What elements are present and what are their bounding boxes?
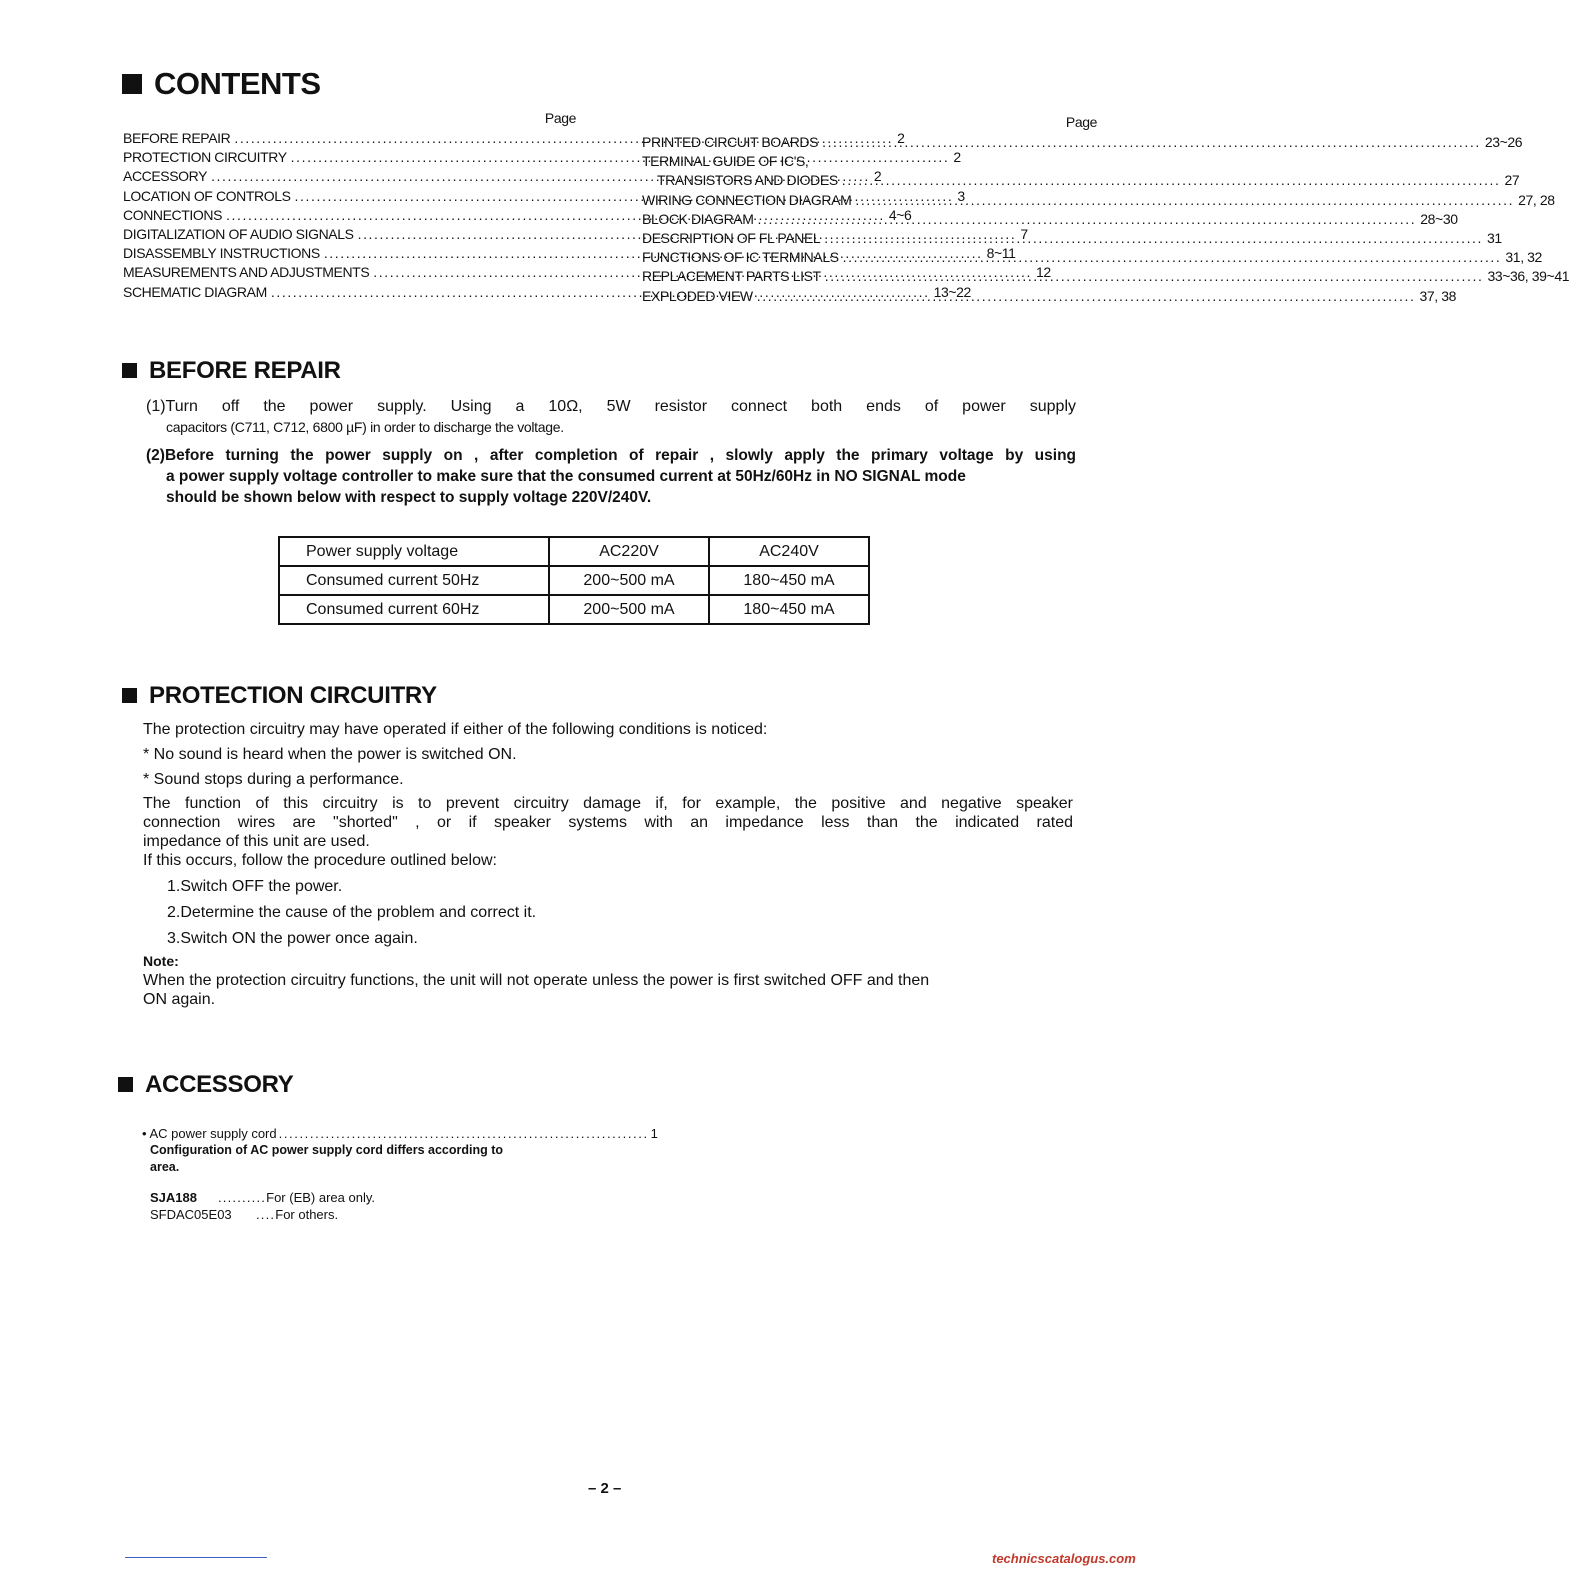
table-cell: 180~450 mA — [709, 566, 869, 595]
toc-entry-label: TRANSISTORS AND DIODES — [657, 172, 838, 189]
toc-entry-page: 37, 38 — [1419, 287, 1457, 304]
accessory-config-1: Configuration of AC power supply cord differs according to — [150, 1143, 504, 1157]
protection-bullet-2: * Sound stops during a performance. — [143, 771, 404, 788]
table-cell: Consumed current 60Hz — [279, 595, 549, 624]
leader-dots: .......... — [218, 1190, 267, 1205]
toc-entry-label: MEASUREMENTS AND ADJUSTMENTS — [123, 264, 370, 281]
protection-function-1: The function of this circuitry is to prevent circuitry damage if, for example, the positive and negative speaker — [143, 795, 1073, 812]
toc-entry-label: DESCRIPTION OF FL PANEL — [642, 229, 821, 246]
toc-entry-label: ACCESSORY — [123, 168, 208, 185]
toc-entry-page: 28~30 — [1420, 210, 1458, 227]
protection-note-label: Note: — [143, 953, 179, 969]
toc-entry-label: PRINTED CIRCUIT BOARDS — [642, 134, 819, 150]
accessory-item — [142, 1125, 658, 1142]
toc-entry-label: REPLACEMENT PARTS LIST — [642, 268, 821, 285]
toc-page-header: Page — [544, 110, 576, 126]
leader-dots — [757, 288, 1416, 304]
leader-dots: ....................................................................... — [278, 1126, 649, 1141]
toc-entry-page: 2 — [873, 168, 882, 185]
toc-entry-label: LOCATION OF CONTROLS — [123, 187, 291, 204]
protection-note-1: When the protection circuitry functions, the unit will not operate unless the power is first switched OFF and then — [143, 972, 930, 989]
table-header-row — [279, 537, 869, 566]
part-desc: For others. — [275, 1207, 339, 1222]
leader-dots — [824, 230, 1483, 246]
table-row — [279, 595, 869, 624]
toc-entry-label: BLOCK DIAGRAM — [642, 210, 754, 227]
square-bullet-icon — [122, 74, 142, 94]
toc-entry-page: 2 — [897, 130, 905, 146]
power-consumption-table — [278, 536, 870, 625]
item-2-line-3: should be shown below with respect to supply voltage 220V/240V. — [166, 489, 652, 506]
toc-entry[interactable] — [642, 172, 1520, 191]
toc-entry-page: 27, 28 — [1518, 191, 1555, 208]
table-cell: Consumed current 50Hz — [279, 566, 549, 595]
toc-entry-label: CONNECTIONS — [123, 206, 223, 223]
table-cell: 200~500 mA — [549, 566, 709, 595]
table-cell: AC240V — [709, 537, 869, 566]
item-2-line-2: a power supply voltage controller to make sure that the consumed current at 50Hz/60Hz in NO SIGNAL mode — [166, 468, 966, 485]
before-repair-item-2 — [146, 445, 1076, 508]
page-number: – 2 – — [588, 1480, 622, 1497]
accessory-heading: ACCESSORY — [118, 1071, 293, 1099]
protection-bullet-1: * No sound is heard when the power is switched ON. — [143, 746, 517, 763]
toc-right — [642, 114, 1569, 307]
before-repair-item-1 — [146, 397, 1076, 437]
leader-dots — [843, 249, 1502, 265]
table-cell: Power supply voltage — [279, 537, 549, 566]
toc-entry[interactable] — [642, 210, 1458, 230]
part-code: SFDAC05E03 — [150, 1207, 232, 1222]
part-code: SJA188 — [150, 1190, 197, 1205]
leader-dots — [758, 211, 1417, 227]
protection-heading: PROTECTION CIRCUITRY — [122, 682, 437, 710]
protection-body — [143, 720, 1073, 1009]
toc-entry-page: 31 — [1487, 229, 1502, 246]
toc-entry-page: 12 — [1036, 264, 1051, 281]
table-row — [279, 566, 869, 595]
toc-entry-label: PROTECTION CIRCUITRY — [123, 149, 287, 166]
toc-entry-label: EXPLODED VIEW — [642, 287, 753, 304]
toc-entry[interactable] — [642, 287, 1457, 307]
toc-entry-page: 2 — [953, 149, 961, 166]
toc-entry-page: 23~26 — [1484, 134, 1523, 150]
contents-heading: CONTENTS — [122, 66, 321, 102]
protection-step-1: 1.Switch OFF the power. — [167, 878, 343, 895]
protection-step-3: 3.Switch ON the power once again. — [167, 930, 418, 947]
table-cell: AC220V — [549, 537, 709, 566]
toc-entry-page: 13~22 — [933, 283, 971, 300]
accessory-config-2: area. — [150, 1160, 180, 1174]
leader-dots — [842, 172, 1501, 188]
item-1-line-1: (1)Turn off the power supply. Using a 10Ω, 5W resistor connect both ends of power supply — [146, 398, 1076, 415]
toc-entry[interactable] — [642, 153, 1097, 172]
toc-entry-page: 3 — [957, 187, 965, 204]
toc-entry-page: 33~36, 39~41 — [1487, 268, 1569, 285]
protection-function-2: connection wires are "shorted" , or if speaker systems with an impedance less than the indicated rated — [143, 814, 1073, 831]
square-bullet-icon — [122, 363, 137, 378]
footer-rule — [125, 1557, 267, 1558]
leader-dots — [825, 268, 1484, 284]
toc-entry[interactable] — [642, 134, 1523, 153]
toc-entry[interactable] — [642, 229, 1502, 249]
accessory-item-label: • AC power supply cord — [142, 1126, 277, 1141]
toc-entry-label: FUNCTIONS OF IC TERMINALS — [642, 249, 839, 266]
table-cell: 200~500 mA — [549, 595, 709, 624]
toc-entry[interactable] — [642, 191, 1555, 211]
protection-intro: The protection circuitry may have operated if either of the following conditions is noticed: — [143, 721, 768, 738]
accessory-part-1 — [142, 1189, 612, 1206]
leader-dots — [855, 192, 1514, 208]
protection-note-2: ON again. — [143, 991, 216, 1008]
square-bullet-icon — [118, 1077, 133, 1092]
accessory-part-2 — [142, 1206, 612, 1223]
leader-dots: .... — [256, 1207, 276, 1222]
toc-entry[interactable] — [642, 249, 1542, 268]
toc-entry-page: 27 — [1504, 172, 1520, 189]
toc-page-header: Page — [1065, 114, 1097, 130]
part-desc: For (EB) area only. — [266, 1190, 375, 1205]
toc-entry-label: SCHEMATIC DIAGRAM — [123, 283, 267, 300]
toc-entry-page: 4~6 — [888, 206, 912, 223]
protection-follow: If this occurs, follow the procedure outlined below: — [143, 852, 497, 869]
protection-step-2: 2.Determine the cause of the problem and correct it. — [167, 904, 537, 921]
toc-entry-page: 8~11 — [986, 245, 1016, 262]
watermark-link[interactable]: technicscatalogus.com — [992, 1551, 1136, 1566]
accessory-body — [142, 1125, 658, 1223]
toc-entry-label: WIRING CONNECTION DIAGRAM — [642, 191, 852, 208]
toc-entry-label: DIGITALIZATION OF AUDIO SIGNALS — [123, 225, 354, 242]
square-bullet-icon — [122, 688, 137, 703]
leader-dots — [822, 134, 1481, 150]
toc-entry-label: BEFORE REPAIR — [123, 130, 231, 146]
toc-entry-label: TERMINAL GUIDE OF IC'S, — [642, 153, 809, 170]
toc-entry-page: 7 — [1020, 225, 1028, 242]
item-2-line-1: (2)Before turning the power supply on , after completion of repair , slowly apply the primary voltage by using — [146, 447, 1076, 464]
toc-entry-label: DISASSEMBLY INSTRUCTIONS — [123, 245, 320, 262]
toc-entry[interactable] — [642, 268, 1569, 287]
table-cell: 180~450 mA — [709, 595, 869, 624]
accessory-item-qty: 1 — [650, 1126, 658, 1141]
toc-entry-page: 31, 32 — [1505, 249, 1542, 266]
before-repair-heading: BEFORE REPAIR — [122, 357, 341, 385]
item-1-line-2: capacitors (C711, C712, 6800 µF) in order to discharge the voltage. — [166, 419, 564, 435]
protection-function-3: impedance of this unit are used. — [143, 833, 370, 850]
